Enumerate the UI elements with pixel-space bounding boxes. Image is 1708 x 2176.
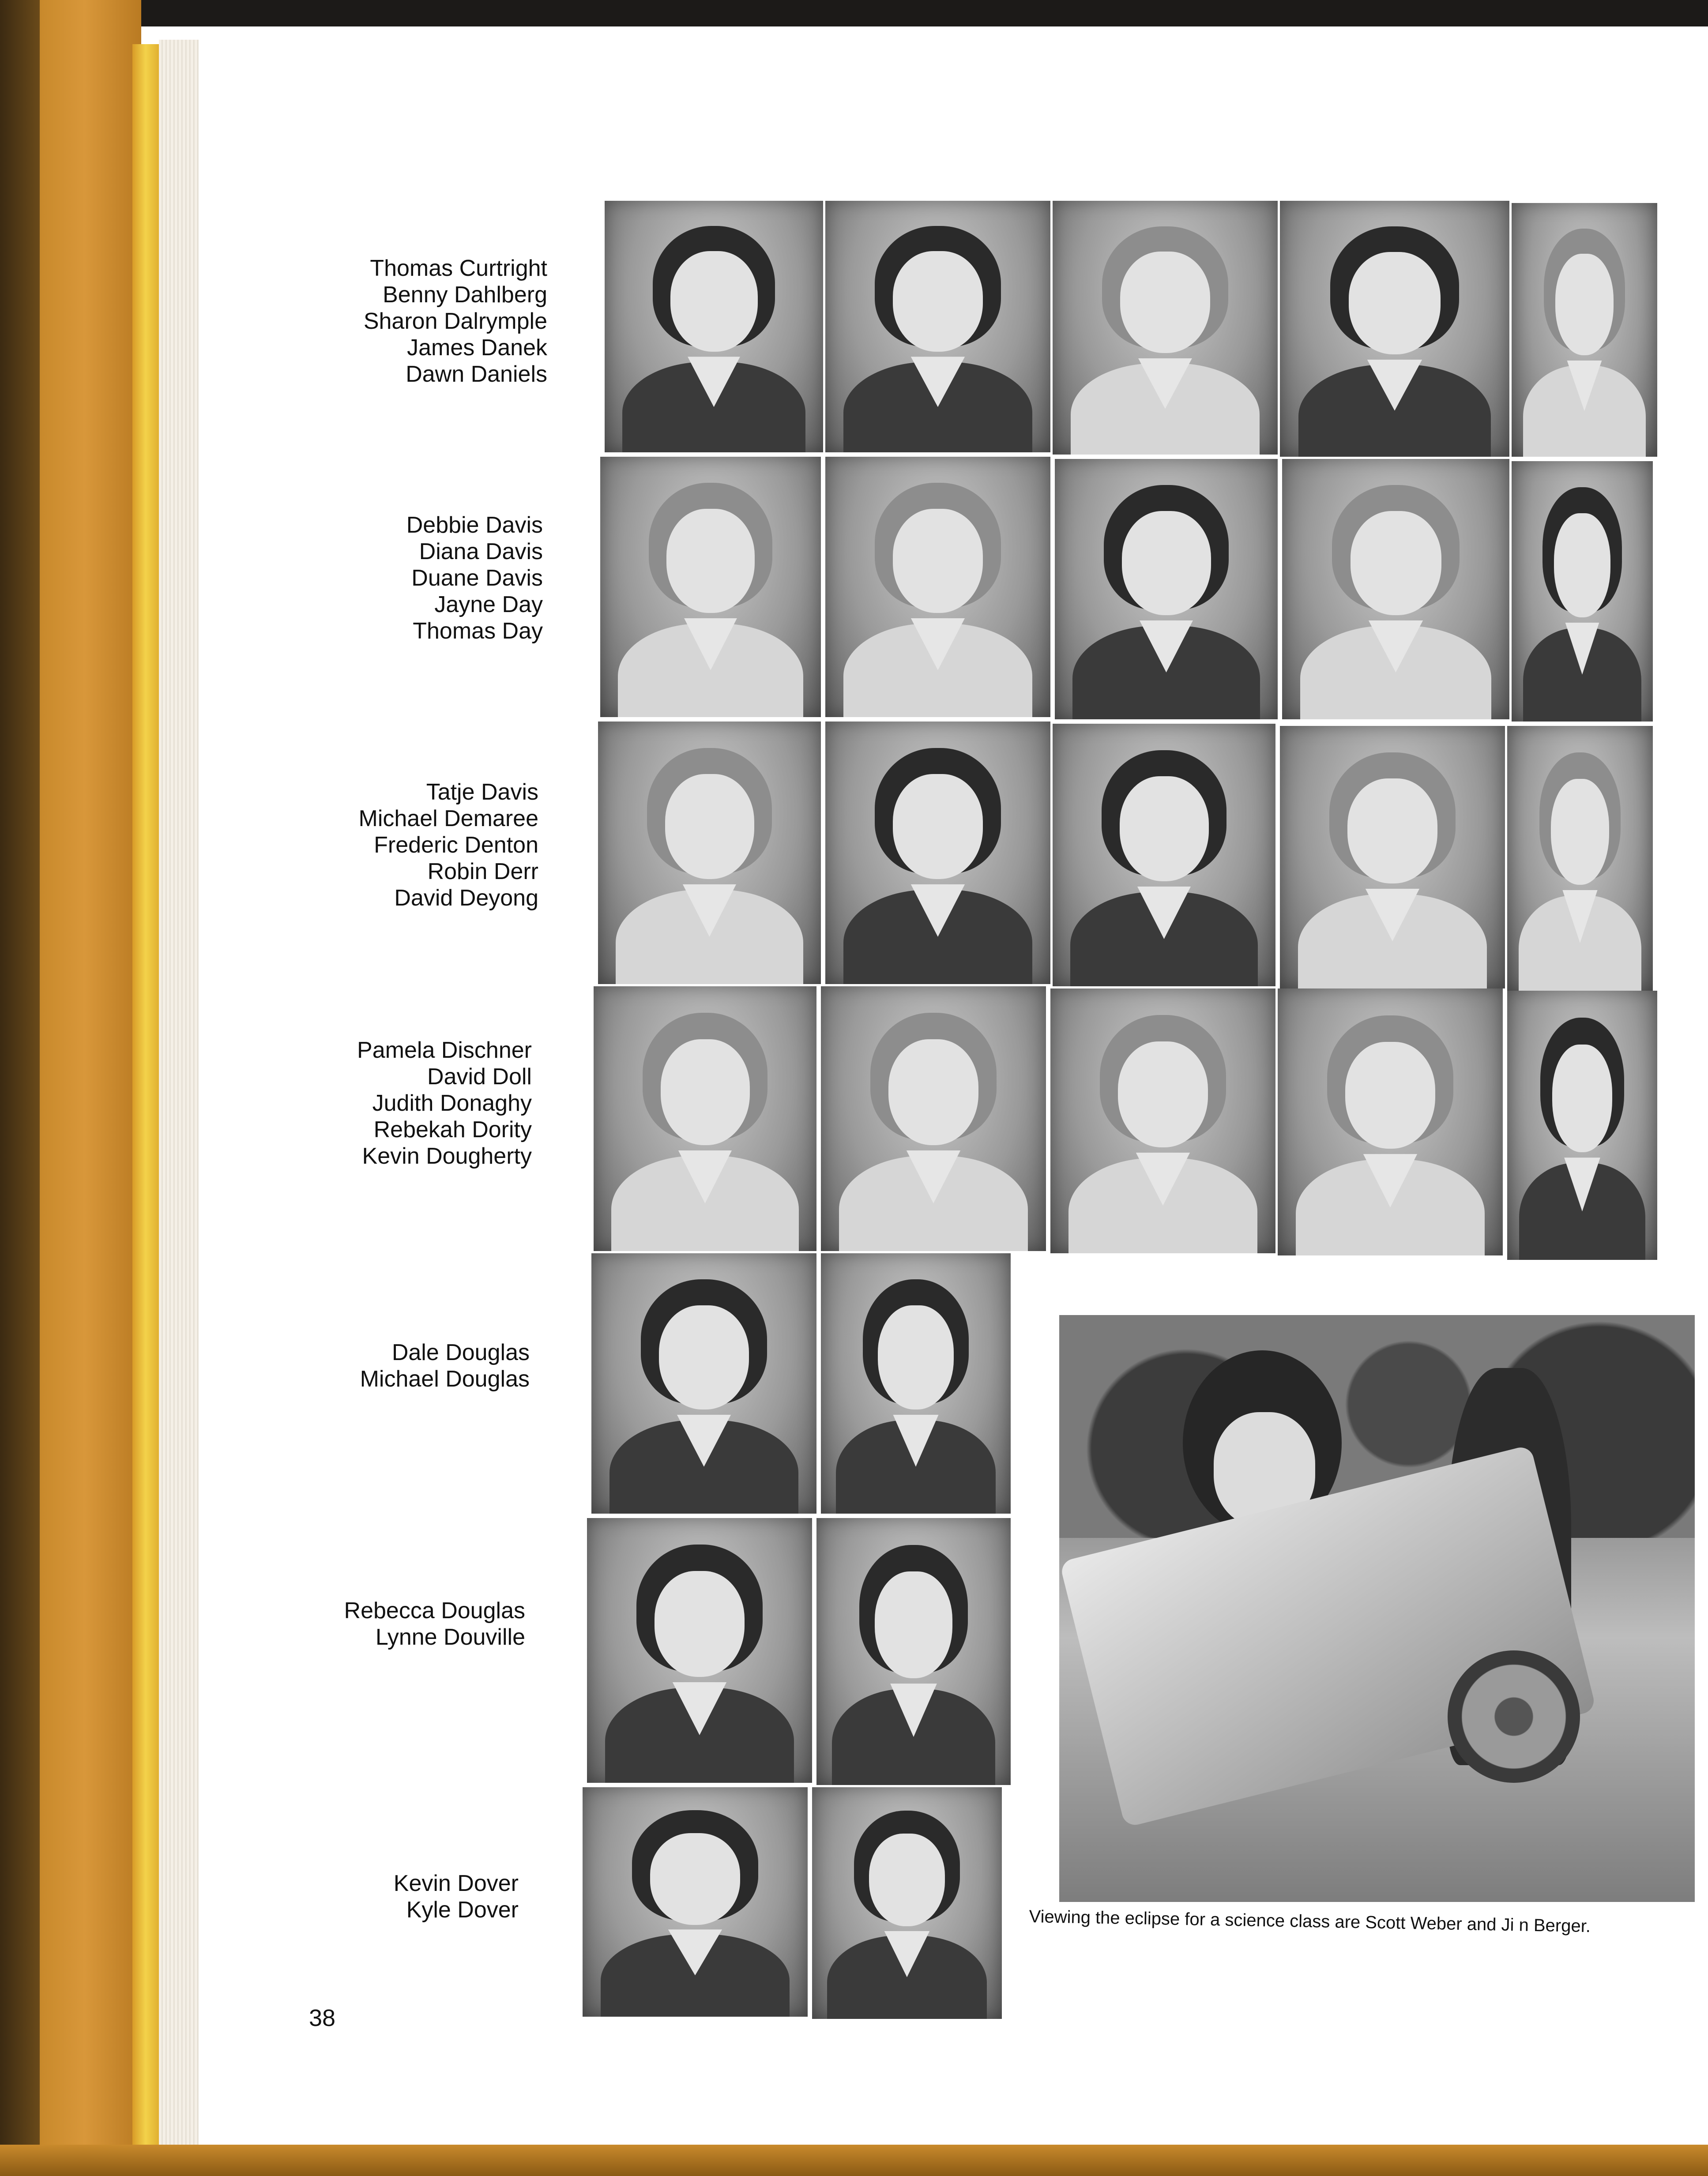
portrait-photo bbox=[1278, 988, 1503, 1255]
student-name: Michael Douglas bbox=[360, 1366, 530, 1392]
student-name: Rebecca Douglas bbox=[344, 1598, 525, 1624]
student-name: Thomas Day bbox=[413, 618, 543, 644]
portrait-photo bbox=[583, 1787, 808, 2017]
portrait-photo bbox=[816, 1518, 1011, 1785]
student-name: Kyle Dover bbox=[406, 1897, 519, 1923]
student-name: Sharon Dalrymple bbox=[363, 308, 547, 334]
name-list-row-2 bbox=[406, 512, 543, 644]
student-name: Kevin Dover bbox=[393, 1871, 519, 1896]
portrait-photo bbox=[591, 1253, 816, 1514]
portrait-photo bbox=[825, 722, 1050, 984]
student-name: Jayne Day bbox=[434, 592, 543, 617]
student-name: Diana Davis bbox=[419, 539, 543, 564]
portrait-photo bbox=[1280, 201, 1509, 457]
scan-bottom-edge bbox=[0, 2145, 1708, 2176]
page-stack-edge bbox=[159, 40, 199, 2162]
portrait-photo bbox=[600, 457, 821, 717]
student-name: Judith Donaghy bbox=[372, 1090, 532, 1116]
student-name: Lynne Douville bbox=[375, 1624, 525, 1650]
eclipse-viewing-photo bbox=[1059, 1315, 1695, 1902]
student-name: Tatje Davis bbox=[426, 779, 538, 805]
portrait-photo bbox=[1512, 203, 1657, 457]
name-list-row-3 bbox=[359, 779, 539, 911]
name-list-row-4 bbox=[357, 1037, 532, 1169]
student-name: David Deyong bbox=[394, 885, 538, 911]
portrait-photo bbox=[587, 1518, 812, 1783]
photo-caption: Viewing the eclipse for a science class are Scott Weber and Ji n Berger. bbox=[1029, 1907, 1591, 1936]
student-name: Pamela Dischner bbox=[357, 1037, 532, 1063]
portrait-photo bbox=[821, 986, 1046, 1251]
student-name: Robin Derr bbox=[427, 859, 538, 884]
student-name: Frederic Denton bbox=[374, 832, 538, 858]
name-list-row-1 bbox=[364, 255, 547, 387]
portrait-photo bbox=[1512, 461, 1653, 722]
portrait-photo bbox=[1507, 726, 1653, 991]
book-spine bbox=[0, 0, 40, 2176]
portrait-photo bbox=[1053, 724, 1275, 986]
name-list-row-7 bbox=[394, 1870, 519, 1923]
student-name: Rebekah Dority bbox=[373, 1117, 532, 1142]
name-list-row-6 bbox=[344, 1597, 525, 1650]
portrait-photo bbox=[1507, 991, 1657, 1260]
student-name: David Doll bbox=[427, 1064, 532, 1090]
scan-top-edge bbox=[0, 0, 1708, 26]
name-list-row-5 bbox=[360, 1339, 530, 1392]
student-name: Duane Davis bbox=[411, 565, 543, 591]
page-edge-yellow bbox=[132, 44, 159, 2162]
student-name: Dale Douglas bbox=[391, 1340, 530, 1365]
student-name: Kevin Dougherty bbox=[362, 1143, 532, 1169]
portrait-photo bbox=[1053, 201, 1278, 455]
student-name: Thomas Curtright bbox=[370, 256, 547, 281]
portrait-photo bbox=[1280, 726, 1505, 988]
portrait-photo bbox=[605, 201, 823, 452]
portrait-photo bbox=[825, 457, 1050, 717]
portrait-photo bbox=[1282, 459, 1509, 719]
student-name: Benny Dahlberg bbox=[383, 282, 547, 308]
student-name: Dawn Daniels bbox=[406, 361, 547, 387]
portrait-photo bbox=[1055, 459, 1278, 719]
page-number: 38 bbox=[309, 2005, 336, 2031]
portrait-photo bbox=[825, 201, 1050, 452]
student-name: Michael Demaree bbox=[358, 806, 538, 831]
student-name: Debbie Davis bbox=[406, 512, 543, 538]
portrait-photo bbox=[594, 986, 816, 1251]
portrait-photo bbox=[1050, 988, 1275, 1253]
portrait-photo bbox=[812, 1787, 1002, 2019]
portrait-photo bbox=[598, 722, 821, 984]
student-name: James Danek bbox=[407, 335, 547, 361]
portrait-photo bbox=[821, 1253, 1011, 1514]
